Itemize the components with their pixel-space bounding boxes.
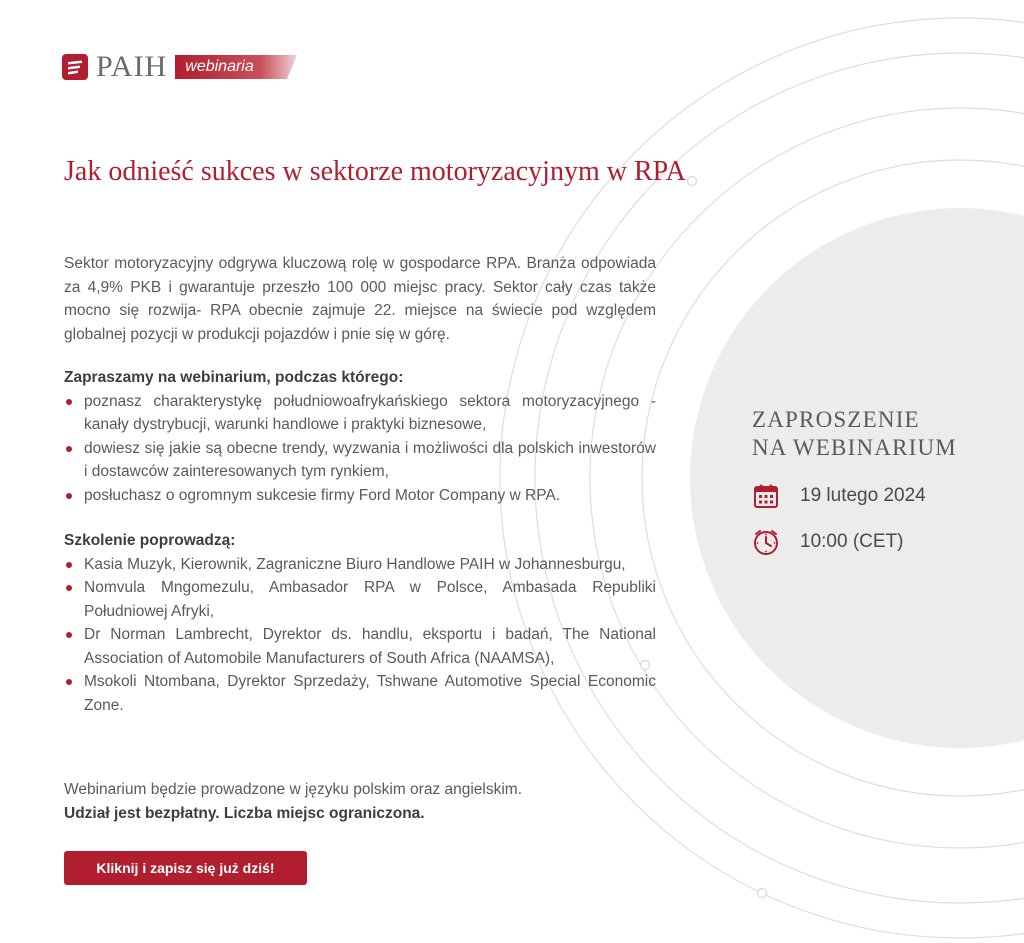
main-content [64, 252, 656, 717]
speakers-heading: Szkolenie poprowadzą: [64, 532, 236, 549]
list-item: Dr Norman Lambrecht, Dyrektor ds. handlu, eksportu i badań, The National Association of Automobile Manufacturers of South Africa (NAAMSA), [64, 623, 656, 670]
invitation-title-line1: ZAPROSZENIE [752, 407, 920, 432]
footer-notes [64, 778, 664, 825]
clock-icon [752, 528, 780, 556]
page-title: Jak odnieść sukces w sektorze motoryzacyjnym w RPA [64, 156, 686, 187]
list-item: poznasz charakterystykę południowoafrykańskiego sektora motoryzacyjnego - kanały dystrybucji, warunki handlowe i praktyki biznesowe, [64, 390, 656, 437]
list-item: posłuchasz o ogromnym sukcesie firmy Ford Motor Company w RPA. [64, 484, 656, 508]
invitation-panel [752, 406, 1012, 556]
invitation-title-line2: NA WEBINARIUM [752, 435, 957, 460]
list-item: Nomvula Mngomezulu, Ambasador RPA w Polsce, Ambasada Republiki Południowej Afryki, [64, 576, 656, 623]
agenda-list [64, 390, 656, 508]
logo-tag [175, 55, 297, 79]
list-item: Kasia Muzyk, Kierownik, Zagraniczne Biuro Handlowe PAIH w Johannesburgu, [64, 553, 656, 577]
agenda-heading: Zapraszamy na webinarium, podczas którego: [64, 369, 404, 386]
speakers-list [64, 553, 656, 718]
free-participation-note: Udział jest bezpłatny. Liczba miejsc ograniczona. [64, 804, 425, 822]
webinar-time: 10:00 (CET) [800, 531, 904, 552]
logo-brand-text: PAIH [96, 50, 168, 83]
intro-paragraph: Sektor motoryzacyjny odgrywa kluczową rolę w gospodarce RPA. Branża odpowiada za 4,9% PKB i gwarantuje przeszło 100 000 miejsc pracy. Sektor cały czas także mocno się rozwija- RPA obecnie zajmuje 22. miejsce na świecie pod względem globalnej pozycji w produkcji pojazdów i pnie się w górę. [64, 255, 656, 343]
language-note: Webinarium będzie prowadzone w języku polskim oraz angielskim. [64, 781, 523, 798]
list-item: Msokoli Ntombana, Dyrektor Sprzedaży, Tshwane Automotive Special Economic Zone. [64, 670, 656, 717]
calendar-icon [752, 482, 780, 510]
webinar-date: 19 lutego 2024 [800, 485, 926, 506]
logo-tag-text: webinaria [185, 58, 254, 75]
paih-logo [62, 52, 297, 82]
date-row [752, 482, 1012, 510]
time-row [752, 528, 1012, 556]
register-button[interactable]: Kliknij i zapisz się już dziś! [64, 851, 307, 885]
list-item: dowiesz się jakie są obecne trendy, wyzwania i możliwości dla polskich inwestorów i dostawców zainteresowanych tym rynkiem, [64, 437, 656, 484]
paih-logo-icon [62, 54, 88, 80]
